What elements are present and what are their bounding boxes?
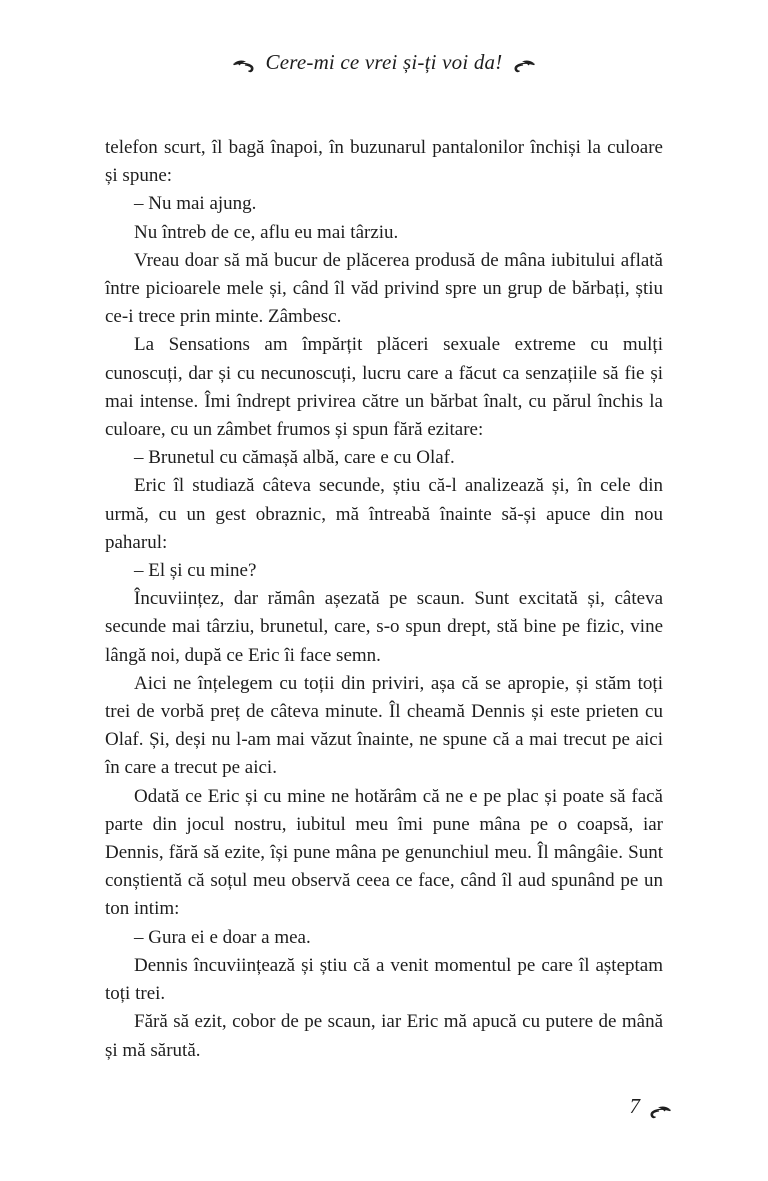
paragraph: Fără să ezit, cobor de pe scaun, iar Eric mă apucă cu putere de mână și mă sărută.: [105, 1011, 663, 1061]
paragraph: Odată ce Eric și cu mine ne hotărâm că ne e pe plac și poate să facă parte din jocul nostru, iubitul meu îmi pune mâna pe o coapsă, iar Dennis, fără să ezite, își pune mâna pe genunchiul meu. Îl mângâie. Sunt conștientă că soțul meu observă ceea ce face, când îl aud spunând pe un ton intim:: [105, 785, 663, 920]
paragraph: Vreau doar să mă bucur de plăcerea produsă de mâna iubitului aflată între picioarele mele și, când îl văd privind spre un grup de bărbați, știu ce-i trece prin minte. Zâmbesc.: [105, 249, 663, 328]
dialogue-line: – Brunetul cu cămașă albă, care e cu Olaf.: [134, 447, 455, 469]
page-footer: [630, 1094, 674, 1119]
paragraph: Încuviințez, dar rămân așezată pe scaun. Sunt excitată și, câteva secunde mai târziu, brunetul, care, s-o spun drept, stă bine pe fizic, vine lângă noi, după ce Eric îi face semn.: [105, 588, 663, 666]
body-text: [105, 134, 663, 1065]
paragraph: Dennis încuviințează și știu că a venit momentul pe care îl așteptam toți trei.: [105, 954, 663, 1005]
running-header-title: Cere-mi ce vrei și-ți voi da!: [265, 50, 503, 74]
paragraph: La Sensations am împărțit plăceri sexuale extreme cu mulți cunoscuți, dar și cu necunoscuți, lucru care a făcut ca senzațiile să fie și mai intense. Îmi îndrept privirea către un bărbat înalt, cu părul închis la culoare, cu un zâmbet frumos și spun fără ezitare:: [105, 334, 663, 441]
paragraph: Aici ne înțelegem cu toții din priviri, așa că se apropie, și stăm toți trei de vorbă preț de câteva minute. Îl cheamă Dennis și este prieten cu Olaf. Și, deși nu l-am mai văzut înainte, ne spune că a mai trecut pe aici în care a trecut pe aici.: [105, 672, 663, 779]
floral-flourish-footer-icon: [647, 1100, 673, 1116]
paragraph: Eric îl studiază câteva secunde, știu că-l analizează și, în cele din urmă, cu un gest obraznic, mă întreabă înainte să-și apuce din nou paharul:: [105, 475, 663, 553]
floral-flourish-left-icon: [231, 54, 257, 70]
running-header: [0, 50, 768, 75]
dialogue-line: – Nu mai ajung.: [134, 193, 257, 215]
paragraph: telefon scurt, îl bagă înapoi, în buzunarul pantalonilor închiși la culoare și spune:: [105, 137, 663, 187]
dialogue-line: – Gura ei e doar a mea.: [134, 926, 311, 948]
page-number: 7: [629, 1094, 640, 1118]
paragraph: Nu întreb de ce, aflu eu mai târziu.: [134, 221, 399, 243]
dialogue-line: – El și cu mine?: [134, 560, 257, 582]
floral-flourish-right-icon: [511, 54, 537, 70]
